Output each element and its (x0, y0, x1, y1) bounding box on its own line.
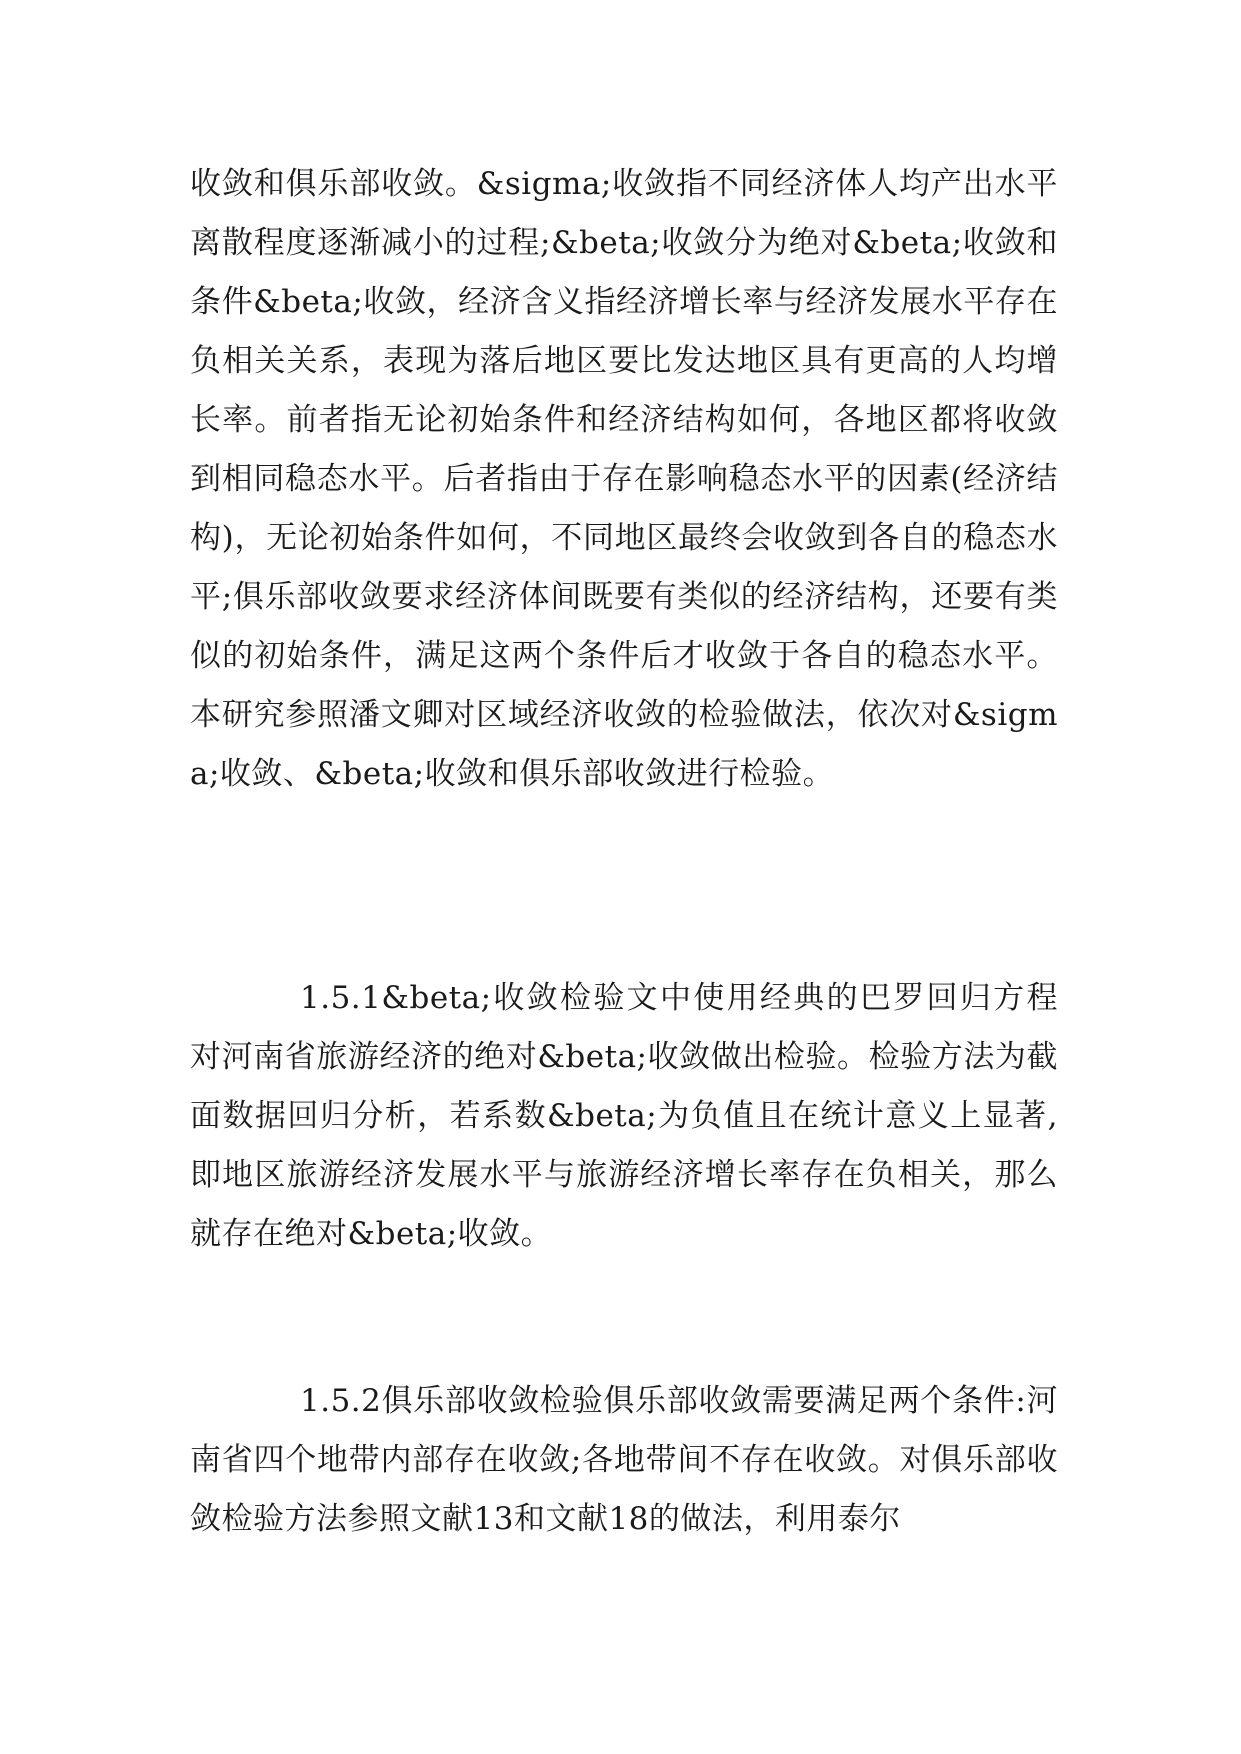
body-paragraph-club-convergence-test: 1.5.2俱乐部收敛检验俱乐部收敛需要满足两个条件:河南省四个地带内部存在收敛;各地带间不存在收敛。对俱乐部收敛检验方法参照文献13和文献18的做法，利用泰尔 (190, 1383, 1058, 1537)
body-paragraph-beta-convergence-test: 1.5.1&beta;收敛检验文中使用经典的巴罗回归方程对河南省旅游经济的绝对&beta;收敛做出检验。检验方法为截面数据回归分析，若系数&beta;为负值且在统计意义上显著,即地区旅游经济发展水平与旅游经济增长率存在负相关，那么就存在绝对&beta;收敛。 (190, 980, 1058, 1252)
body-paragraph-convergence-types: 收敛和俱乐部收敛。&sigma;收敛指不同经济体人均产出水平离散程度逐渐减小的过程;&beta;收敛分为绝对&beta;收敛和条件&beta;收敛，经济含义指经济增长率与经济发展水平存在负相关关系，表现为落后地区要比发达地区具有更高的人均增长率。前者指无论初始条件和经济结构如何，各地区都将收敛到相同稳态水平。后者指由于存在影响稳态水平的因素(经济结构)，无论初始条件如何，不同地区最终会收敛到各自的稳态水平;俱乐部收敛要求经济体间既要有类似的经济结构，还要有类似的初始条件，满足这两个条件后才收敛于各自的稳态水平。本研究参照潘文卿对区域经济收敛的检验做法，依次对&sigma;收敛、&beta;收敛和俱乐部收敛进行检验。 (190, 166, 1058, 792)
